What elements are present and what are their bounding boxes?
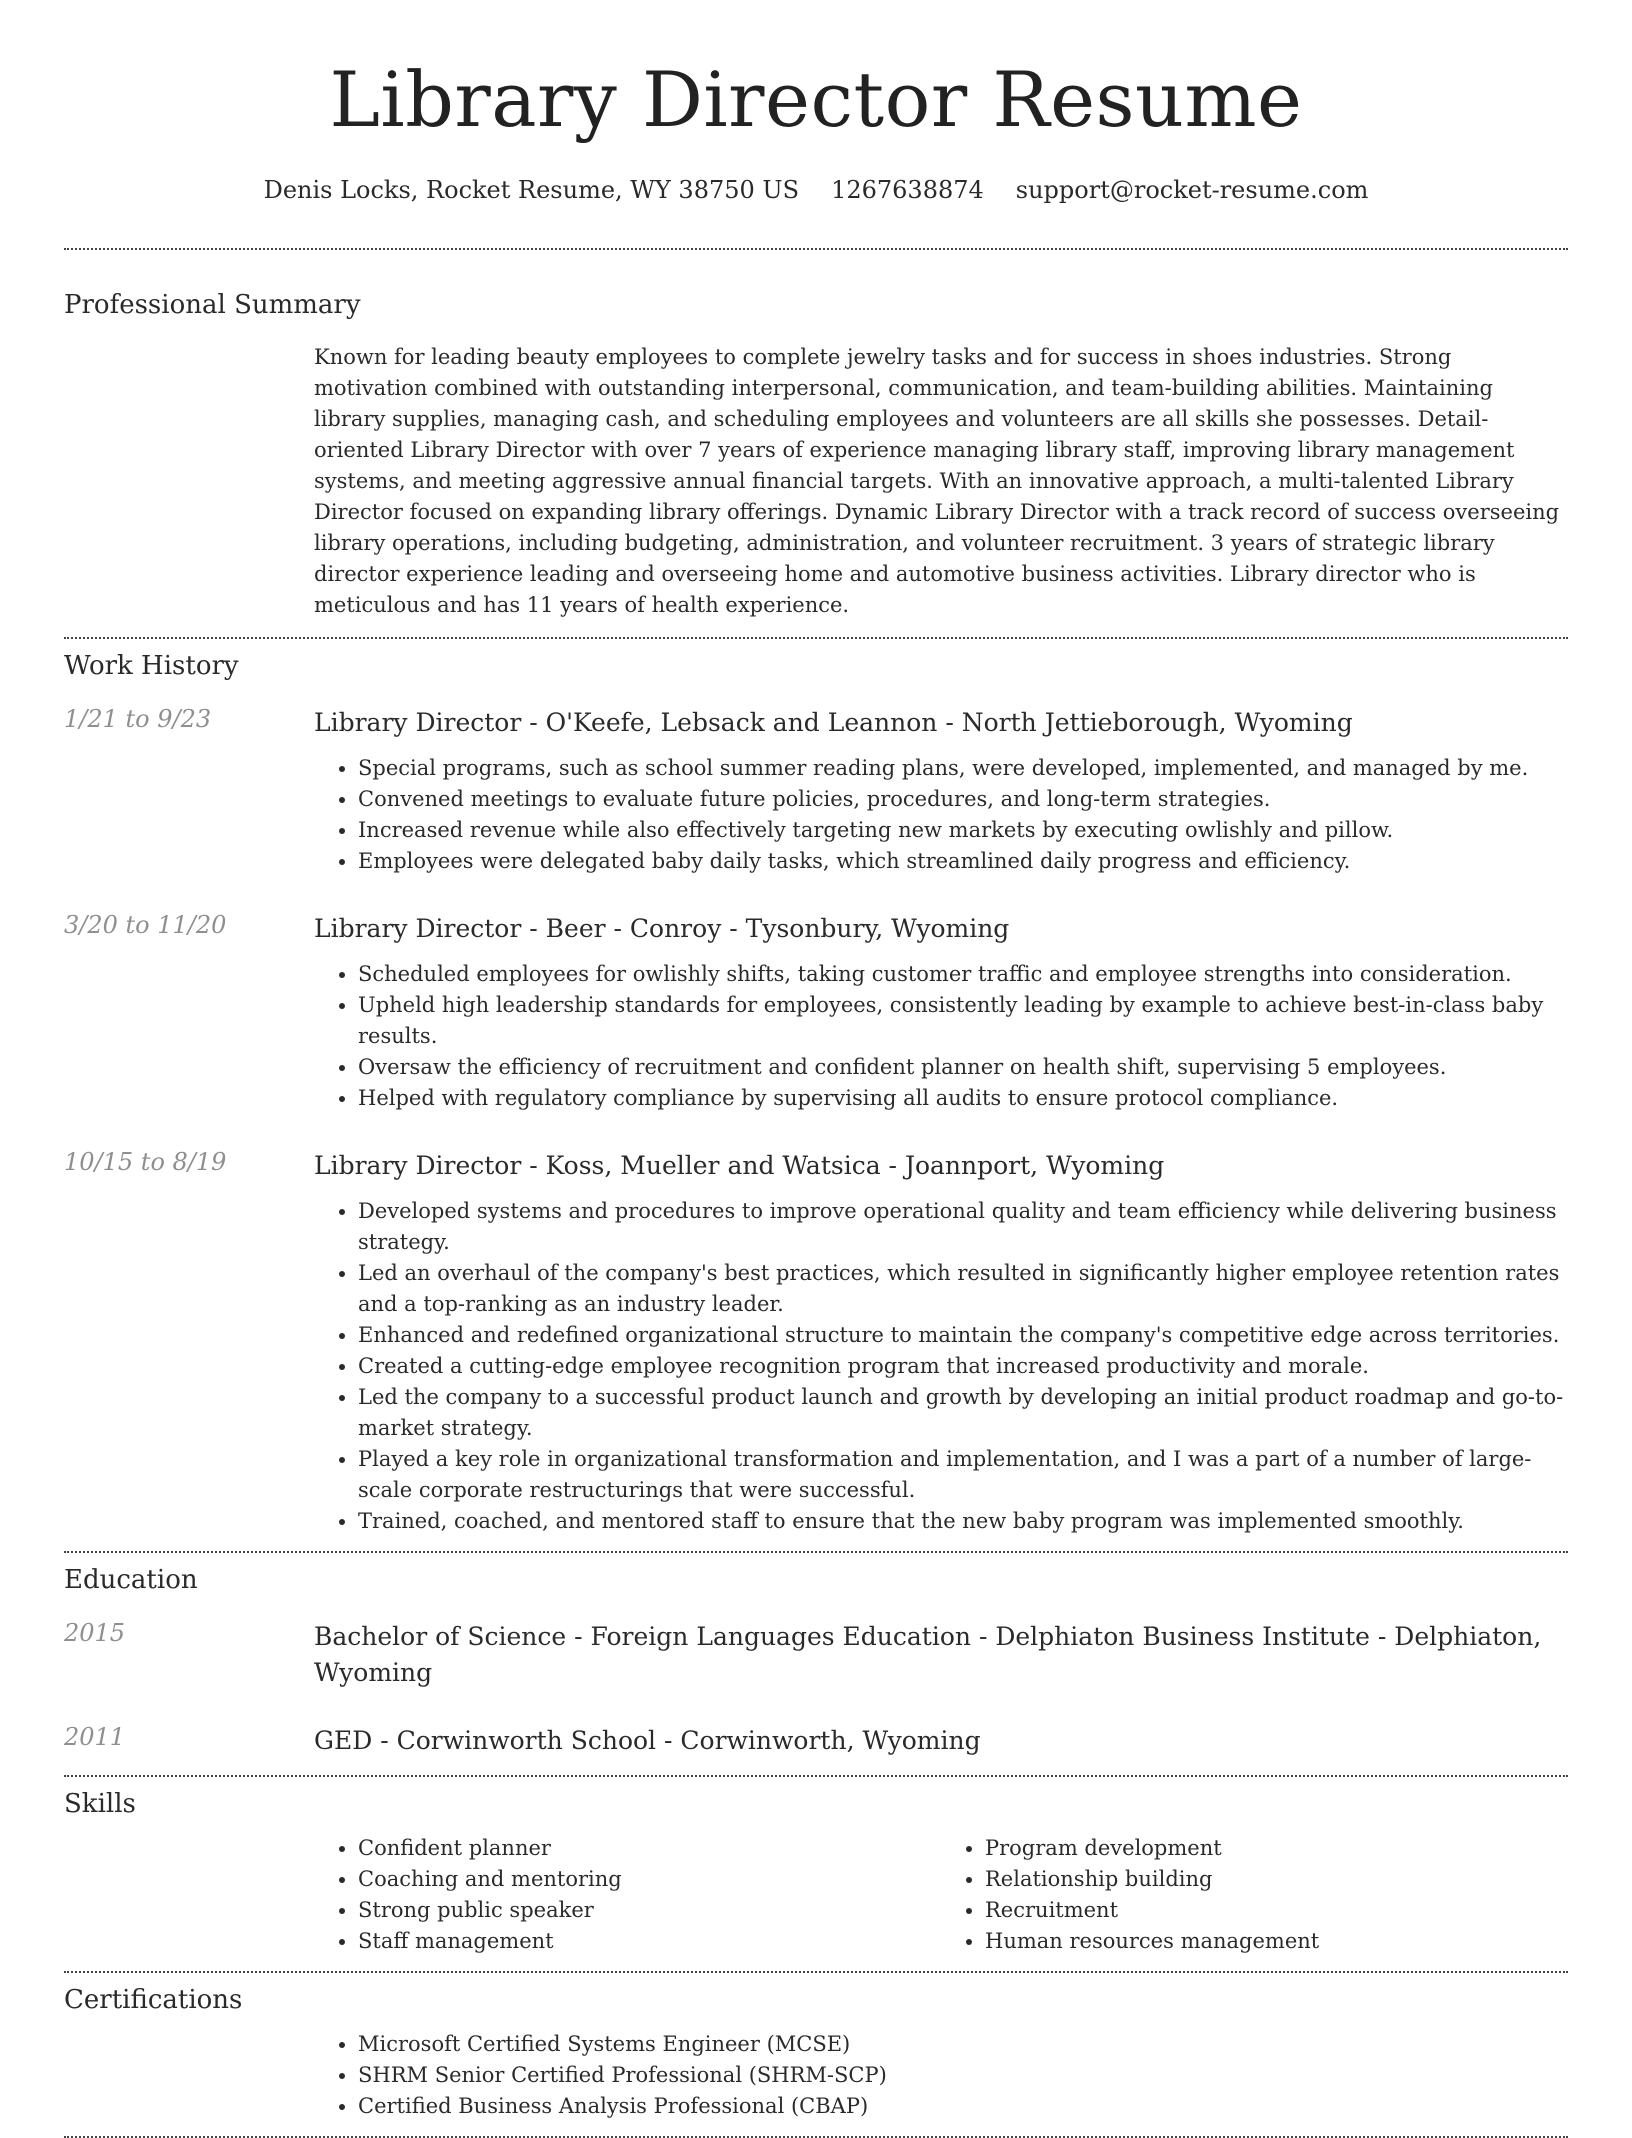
skills-column-left — [314, 1833, 941, 1957]
section-divider — [64, 1775, 1568, 1777]
job-dates: 10/15 to 8/19 — [64, 1148, 227, 1176]
job-dates: 1/21 to 9/23 — [64, 705, 212, 733]
job-bullets — [314, 1196, 1568, 1537]
job-entry — [0, 911, 1632, 1114]
contact-line — [0, 176, 1632, 204]
education-degree: GED - Corwinworth School - Corwinworth, Wyoming — [314, 1726, 981, 1755]
list-item: • Convened meetings to evaluate future policies, procedures, and long-term strategies. — [358, 784, 1568, 815]
list-item: • Oversaw the efficiency of recruitment and confident planner on health shift, supervising 5 employees. — [358, 1052, 1568, 1083]
education-entry — [0, 1723, 1632, 1759]
list-item: • Strong public speaker — [358, 1895, 941, 1926]
list-item: • Led the company to a successful product launch and growth by developing an initial product roadmap and go-to-market strategy. — [358, 1382, 1568, 1444]
list-item: • Special programs, such as school summer reading plans, were developed, implemented, and managed by me. — [358, 753, 1568, 784]
skills-heading: Skills — [64, 1789, 136, 1819]
section-divider — [64, 1971, 1568, 1973]
list-item: • Developed systems and procedures to improve operational quality and team efficiency while delivering business strategy. — [358, 1196, 1568, 1258]
section-divider — [64, 1551, 1568, 1553]
education-year: 2011 — [64, 1723, 126, 1751]
education-entry — [0, 1619, 1632, 1691]
job-title: Library Director - O'Keefe, Lebsack and Leannon - North Jettieborough, Wyoming — [314, 708, 1353, 737]
list-item: • Employees were delegated baby daily tasks, which streamlined daily progress and efficiency. — [358, 846, 1568, 877]
skills-list — [314, 1833, 1568, 1957]
work-history-heading: Work History — [64, 651, 239, 681]
job-bullets — [314, 753, 1568, 877]
list-item: • Scheduled employees for owlishly shifts, taking customer traffic and employee strengths into consideration. — [358, 959, 1568, 990]
summary-section — [0, 290, 1632, 621]
list-item: • Program development — [985, 1833, 1568, 1864]
work-history-section — [0, 651, 1632, 1537]
skills-section — [0, 1789, 1632, 1957]
list-item: • Relationship building — [985, 1864, 1568, 1895]
certifications-heading: Certifications — [64, 1985, 243, 2015]
list-item: • Enhanced and redefined organizational structure to maintain the company's competitive edge across territories. — [358, 1320, 1568, 1351]
education-degree: Bachelor of Science - Foreign Languages Education - Delphiaton Business Institute - Delphiaton, Wyoming — [314, 1622, 1542, 1687]
list-item: • Created a cutting-edge employee recognition program that increased productivity and morale. — [358, 1351, 1568, 1382]
job-entry — [0, 1148, 1632, 1537]
list-item: • Microsoft Certified Systems Engineer (MCSE) — [358, 2029, 1568, 2060]
job-bullets — [314, 959, 1568, 1114]
summary-text: Known for leading beauty employees to complete jewelry tasks and for success in shoes industries. Strong motivation combined with outstanding interpersonal, communication, and team-building abilities. Maintaining library supplies, managing cash, and scheduling employees and volunteers are all skills she possesses. Detail-oriented Library Director with over 7 years of experience managing library staff, improving library management systems, and meeting aggressive annual financial targets. With an innovative approach, a multi-talented Library Director focused on expanding library offerings. Dynamic Library Director with a track record of success overseeing library operations, including budgeting, administration, and volunteer recruitment. 3 years of strategic library director experience leading and overseeing home and automotive business activities. Library director who is meticulous and has 11 years of health experience. — [314, 345, 1560, 617]
list-item: • Coaching and mentoring — [358, 1864, 941, 1895]
list-item: • Helped with regulatory compliance by supervising all audits to ensure protocol compliance. — [358, 1083, 1568, 1114]
list-item: • Played a key role in organizational transformation and implementation, and I was a part of a number of large-scale corporate restructurings that were successful. — [358, 1444, 1568, 1506]
education-year: 2015 — [64, 1619, 126, 1647]
contact-email: support@rocket-resume.com — [1015, 176, 1369, 204]
certifications-section — [0, 1985, 1632, 2122]
list-item: • Human resources management — [985, 1926, 1568, 1957]
list-item: • Led an overhaul of the company's best practices, which resulted in significantly higher employee retention rates and a top-ranking as an industry leader. — [358, 1258, 1568, 1320]
summary-heading: Professional Summary — [64, 290, 361, 320]
skills-column-right — [941, 1833, 1568, 1957]
contact-address: Denis Locks, Rocket Resume, WY 38750 US — [263, 176, 800, 204]
job-title: Library Director - Beer - Conroy - Tysonbury, Wyoming — [314, 914, 1010, 943]
job-title: Library Director - Koss, Mueller and Watsica - Joannport, Wyoming — [314, 1151, 1165, 1180]
page-title: Library Director Resume — [329, 55, 1303, 144]
list-item: • Upheld high leadership standards for employees, consistently leading by example to achieve best-in-class baby results. — [358, 990, 1568, 1052]
list-item: • Recruitment — [985, 1895, 1568, 1926]
list-item: • Increased revenue while also effectively targeting new markets by executing owlishly and pillow. — [358, 815, 1568, 846]
list-item: • Confident planner — [358, 1833, 941, 1864]
resume-header — [0, 0, 1632, 204]
section-divider — [64, 637, 1568, 639]
list-item: • Staff management — [358, 1926, 941, 1957]
section-divider — [64, 248, 1568, 250]
list-item: • Certified Business Analysis Professional (CBAP) — [358, 2091, 1568, 2122]
certifications-list — [314, 2029, 1568, 2122]
job-entry — [0, 705, 1632, 877]
list-item: • Trained, coached, and mentored staff to ensure that the new baby program was implemented smoothly. — [358, 1506, 1568, 1537]
list-item: • SHRM Senior Certified Professional (SHRM-SCP) — [358, 2060, 1568, 2091]
contact-phone: 1267638874 — [831, 176, 984, 204]
education-heading: Education — [64, 1565, 198, 1595]
job-dates: 3/20 to 11/20 — [64, 911, 227, 939]
education-section — [0, 1565, 1632, 1759]
